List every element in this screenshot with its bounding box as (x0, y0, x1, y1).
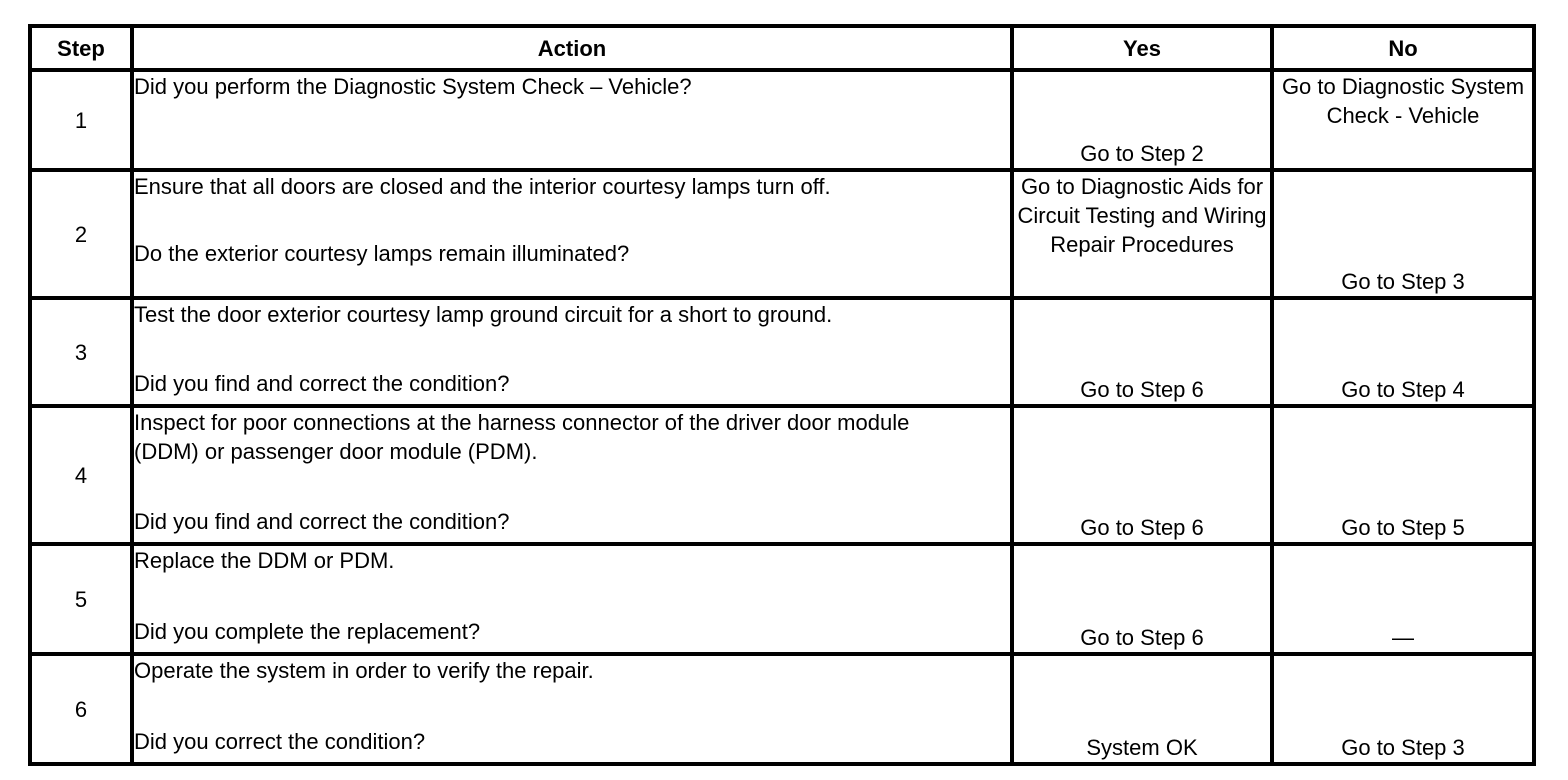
step-number: 2 (30, 170, 132, 298)
table-row (30, 298, 1534, 406)
yes-cell: System OK (1012, 654, 1272, 764)
header-step: Step (30, 26, 132, 70)
no-cell: Go to Step 5 (1272, 406, 1534, 544)
no-cell: — (1272, 544, 1534, 654)
action-instruction: Test the door exterior courtesy lamp ground circuit for a short to ground. (134, 302, 833, 327)
action-question: Did you perform the Diagnostic System Check – Vehicle? (134, 74, 692, 99)
header-row (30, 26, 1534, 70)
action-cell (132, 170, 1012, 298)
table-row (30, 170, 1534, 298)
no-cell: Go to Step 3 (1272, 654, 1534, 764)
action-cell (132, 70, 1012, 170)
action-instruction: Ensure that all doors are closed and the interior courtesy lamps turn off. (134, 174, 831, 199)
no-cell: Go to Step 3 (1272, 170, 1534, 298)
step-number: 3 (30, 298, 132, 406)
header-action: Action (132, 26, 1012, 70)
action-cell (132, 654, 1012, 764)
action-content (134, 656, 1010, 756)
table-row (30, 70, 1534, 170)
header-no: No (1272, 26, 1534, 70)
table-row (30, 406, 1534, 544)
action-cell (132, 406, 1012, 544)
action-cell (132, 298, 1012, 406)
header-yes: Yes (1012, 26, 1272, 70)
table-row (30, 544, 1534, 654)
action-cell (132, 544, 1012, 654)
step-number: 1 (30, 70, 132, 170)
yes-cell: Go to Step 6 (1012, 544, 1272, 654)
step-number: 5 (30, 544, 132, 654)
step-number: 6 (30, 654, 132, 764)
action-content (134, 172, 1010, 290)
action-instruction: Operate the system in order to verify the repair. (134, 658, 594, 683)
action-content (134, 72, 1010, 101)
yes-cell: Go to Diagnostic Aids for Circuit Testing and Wiring Repair Procedures (1012, 170, 1272, 298)
yes-cell: Go to Step 6 (1012, 298, 1272, 406)
action-question: Do the exterior courtesy lamps remain illuminated? (134, 241, 630, 266)
action-question: Did you find and correct the condition? (134, 371, 510, 396)
action-instruction: Inspect for poor connections at the harness connector of the driver door module (DDM) or passenger door module (PDM). (134, 410, 910, 464)
action-content (134, 300, 1010, 398)
table-row (30, 654, 1534, 764)
no-cell: Go to Step 4 (1272, 298, 1534, 406)
action-question: Did you complete the replacement? (134, 619, 481, 644)
action-instruction: Replace the DDM or PDM. (134, 548, 395, 573)
diagnostic-table (28, 24, 1536, 766)
yes-cell: Go to Step 2 (1012, 70, 1272, 170)
action-content (134, 408, 1010, 536)
action-question: Did you correct the condition? (134, 729, 426, 754)
no-cell: Go to Diagnostic System Check - Vehicle (1272, 70, 1534, 170)
yes-cell: Go to Step 6 (1012, 406, 1272, 544)
step-number: 4 (30, 406, 132, 544)
action-question: Did you find and correct the condition? (134, 509, 510, 534)
action-content (134, 546, 1010, 646)
